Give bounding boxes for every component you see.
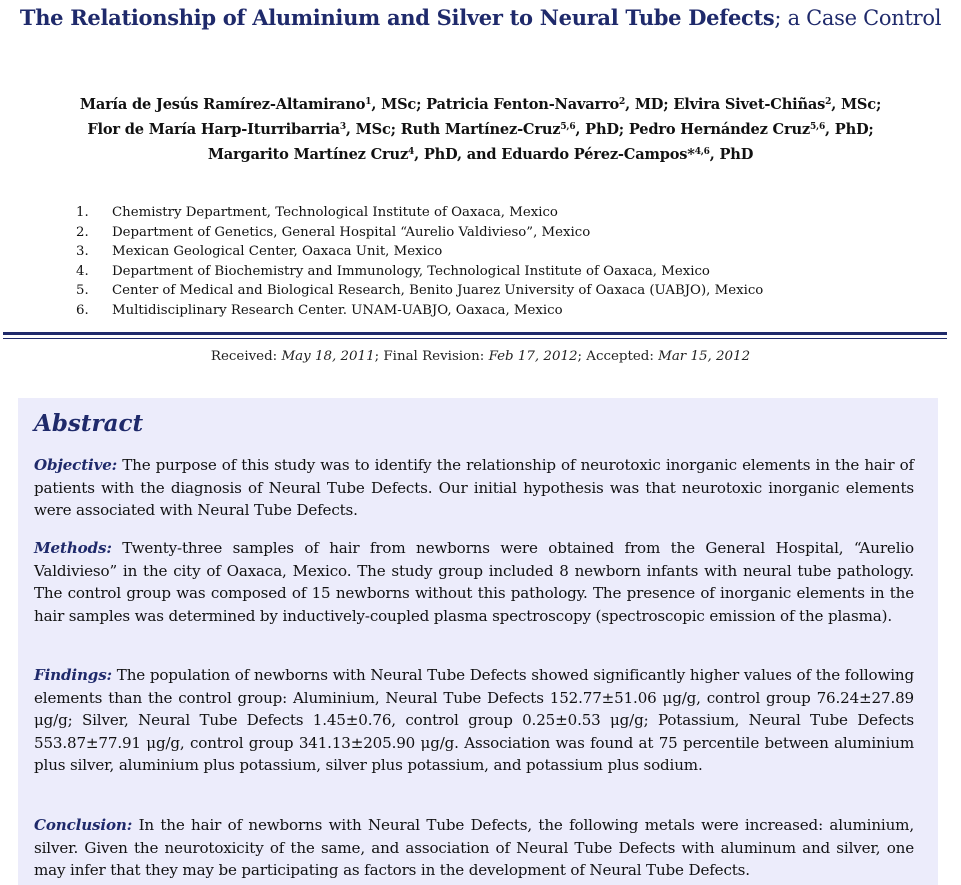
author-affil-sup: 2	[825, 97, 832, 107]
author-list	[0, 92, 961, 167]
author-name: Patricia Fenton-Navarro	[426, 96, 619, 113]
section-label: Objective:	[34, 456, 118, 474]
divider-thick	[3, 332, 947, 335]
affiliation-list	[76, 203, 763, 320]
submission-dates: Received: May 18, 2011; Final Revision: Feb 17, 2012; Accepted: Mar 15, 2012	[210, 349, 751, 364]
abstract-conclusion: Conclusion: In the hair of newborns with Neural Tube Defects, the following metals were increased: aluminium, silver. Given the neurotoxicity of the same, and association of Neural Tube Defects with aluminum and silver, one may infer that they may be participating as factors in the development of Neural Tube Defects.	[34, 816, 914, 879]
affiliation-item: 4. Department of Biochemistry and Immunology, Technological Institute of Oaxaca, Mexico	[76, 263, 710, 279]
section-label: Findings:	[34, 666, 112, 684]
author-name: Margarito Martínez Cruz	[207, 146, 409, 163]
author-line-1: María de Jesús Ramírez-Altamirano$^1$, MSc; Patricia Fenton-Navarro$^2$, MD; Elvira Sivet-Chiñas$^2$, MSc;	[79, 96, 882, 113]
accepted-date: Mar 15, 2012	[658, 349, 751, 364]
affiliation-item: 5. Center of Medical and Biological Research, Benito Juarez University of Oaxaca (UABJO), Mexico	[76, 283, 764, 298]
affiliation-item: 2. Department of Genetics, General Hospital “Aurelio Valdivieso”, Mexico	[76, 224, 591, 240]
author-affil-sup: 4	[408, 147, 415, 157]
abstract-findings: Findings: The population of newborns with Neural Tube Defects showed significantly higher values of the following elements than the control group: Aluminium, Neural Tube Defects 152.77±51.06 μg/g, control group 76.24±27.89 μg/g; Silver, Neural Tube Defects 1.45±0.76, control group 0.25±0.53 μg/g; Potassium, Neural Tube Defects 553.87±77.91 μg/g, control group 341.13±205.90 μg/g. Association was found at 75 percentile between aluminium plus silver, aluminium plus potassium, silver plus potassium, and potassium plus sodium.	[34, 666, 914, 774]
affiliation-item: 1. Chemistry Department, Technological Institute of Oaxaca, Mexico	[76, 205, 558, 220]
revision-date: Feb 17, 2012	[488, 349, 578, 364]
affiliation-item: 6. Multidisciplinary Research Center. UNAM-UABJO, Oaxaca, Mexico	[76, 302, 563, 318]
abstract-heading: Abstract	[34, 410, 144, 437]
abstract-box	[18, 398, 938, 885]
author-affil-sup: 5,6	[560, 122, 576, 132]
affiliation-item: 3. Mexican Geological Center, Oaxaca Unit, Mexico	[76, 244, 443, 259]
received-date: May 18, 2011	[281, 349, 375, 364]
author-line-3: Margarito Martínez Cruz$^4$, PhD, and Eduardo Pérez-Campos*$^{4,6}$, PhD	[207, 146, 754, 163]
section-label: Conclusion:	[34, 816, 133, 834]
author-name: Elvira Sivet-Chiñas	[673, 96, 826, 113]
author-affil-sup: 4,6	[694, 147, 710, 157]
author-line-2: Flor de María Harp-Iturribarria$^3$, MSc; Ruth Martínez-Cruz$^{5,6}$, PhD; Pedro Hernández Cruz$^{5,6}$, PhD;	[87, 121, 874, 138]
author-affil-sup: 2	[619, 97, 626, 107]
author-name: María de Jesús Ramírez-Altamirano	[79, 96, 366, 113]
abstract-methods: Methods: Twenty-three samples of hair from newborns were obtained from the General Hospital, “Aurelio Valdivieso” in the city of Oaxaca, Mexico. The study group included 8 newborn infants with neural tube pathology. The control group was composed of 15 newborns without this pathology. The presence of inorganic elements in the hair samples was determined by inductively-coupled plasma spectroscopy (spectroscopic emission of the plasma).	[34, 539, 914, 625]
title-sub: ; a Case Control	[774, 6, 942, 30]
section-label: Methods:	[34, 539, 112, 557]
author-affil-sup: 5,6	[809, 122, 826, 132]
abstract-objective: Objective: The purpose of this study was to identify the relationship of neurotoxic inorganic elements in the hair of patients with the diagnosis of Neural Tube Defects. Our initial hypothesis was that neurotoxic inorganic elements were associated with Neural Tube Defects.	[34, 456, 914, 519]
author-name: Pedro Hernández Cruz	[628, 121, 810, 138]
paper-title	[0, 5, 961, 30]
divider-thin	[3, 338, 947, 339]
title-main: The Relationship of Aluminium and Silver to Neural Tube Defects	[19, 5, 775, 30]
author-affil-sup: 1	[365, 97, 372, 107]
author-name: Eduardo Pérez-Campos*	[501, 146, 695, 163]
author-name: Flor de María Harp-Iturribarria	[87, 121, 340, 138]
author-affil-sup: 3	[339, 122, 346, 132]
author-name: Ruth Martínez-Cruz	[400, 121, 561, 138]
